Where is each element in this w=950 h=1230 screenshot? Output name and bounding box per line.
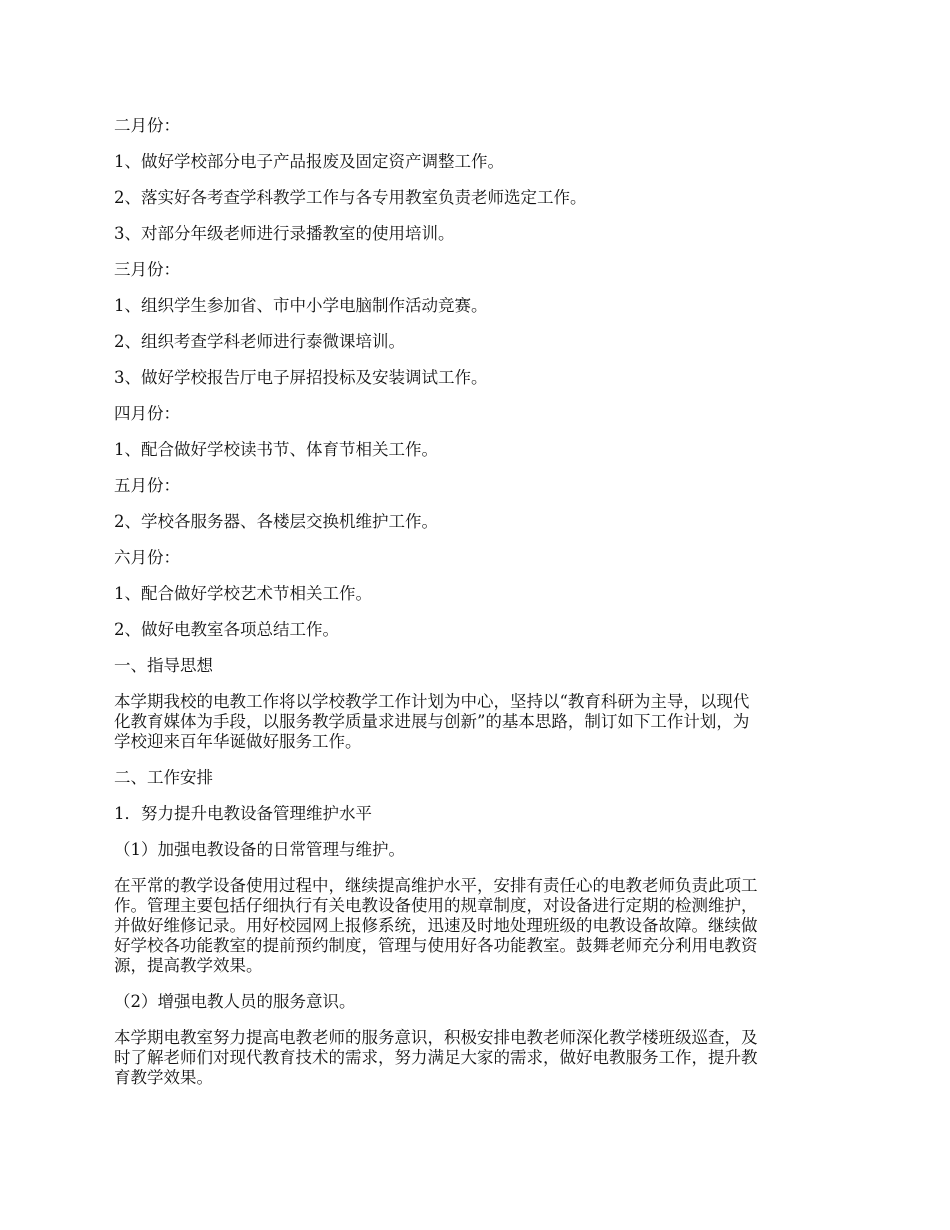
april-heading: 四月份：: [114, 404, 180, 423]
paragraph-line: 时了解老师们对现代教育技术的需求，努力满足大家的需求，做好电教服务工作，提升教: [114, 1048, 758, 1067]
paragraph-line: 作。管理主要包括仔细执行有关电教设备使用的规章制度，对设备进行定期的检测维护，: [114, 896, 758, 915]
february-item: 2、落实好各考查学科教学工作与各专用教室负责老师选定工作。: [114, 188, 587, 207]
may-heading: 五月份：: [114, 476, 180, 495]
section-heading-guiding-ideas: 一、指导思想: [114, 656, 213, 675]
march-heading: 三月份：: [114, 260, 180, 279]
june-item: 2、做好电教室各项总结工作。: [114, 620, 339, 639]
item-heading: （2）增强电教人员的服务意识。: [114, 992, 356, 1011]
february-heading: 二月份：: [114, 116, 180, 135]
item-paragraph: [114, 876, 840, 976]
paragraph-line: 本学期电教室努力提高电教老师的服务意识，积极安排电教老师深化教学楼班级巡查，及: [114, 1028, 758, 1047]
june-item: 1、配合做好学校艺术节相关工作。: [114, 584, 372, 603]
paragraph-line: 本学期我校的电教工作将以学校教学工作计划为中心，坚持以“教育科研为主导，以现代: [114, 692, 750, 711]
paragraph-line: 在平常的教学设备使用过程中，继续提高维护水平，安排有责任心的电教老师负责此项工: [114, 876, 758, 895]
subsection-heading: 1．努力提升电教设备管理维护水平: [114, 804, 372, 823]
march-item: 3、做好学校报告厅电子屏招投标及安装调试工作。: [114, 368, 488, 387]
paragraph-line: 并做好维修记录。用好校园网上报修系统，迅速及时地处理班级的电教设备故障。继续做: [114, 916, 758, 935]
june-heading: 六月份：: [114, 548, 180, 567]
item-paragraph: [114, 1028, 840, 1088]
paragraph-line: 育教学效果。: [114, 1068, 213, 1087]
may-item: 2、学校各服务器、各楼层交换机维护工作。: [114, 512, 438, 531]
paragraph-line: 学校迎来百年华诞做好服务工作。: [114, 732, 362, 751]
section-heading-work-arrangement: 二、工作安排: [114, 768, 213, 787]
guiding-ideas-paragraph: [114, 692, 840, 752]
item-heading: （1）加强电教设备的日常管理与维护。: [114, 840, 405, 859]
april-item: 1、配合做好学校读书节、体育节相关工作。: [114, 440, 438, 459]
february-item: 1、做好学校部分电子产品报废及固定资产调整工作。: [114, 152, 504, 171]
march-item: 1、组织学生参加省、市中小学电脑制作活动竞赛。: [114, 296, 488, 315]
paragraph-line: 源，提高教学效果。: [114, 956, 263, 975]
paragraph-line: 好学校各功能教室的提前预约制度，管理与使用好各功能教室。鼓舞老师充分利用电教资: [114, 936, 758, 955]
document-page: [114, 116, 840, 1104]
february-item: 3、对部分年级老师进行录播教室的使用培训。: [114, 224, 455, 243]
march-item: 2、组织考查学科老师进行泰微课培训。: [114, 332, 405, 351]
paragraph-line: 化教育媒体为手段，以服务教学质量求进展与创新”的基本思路，制订如下工作计划，为: [114, 712, 750, 731]
